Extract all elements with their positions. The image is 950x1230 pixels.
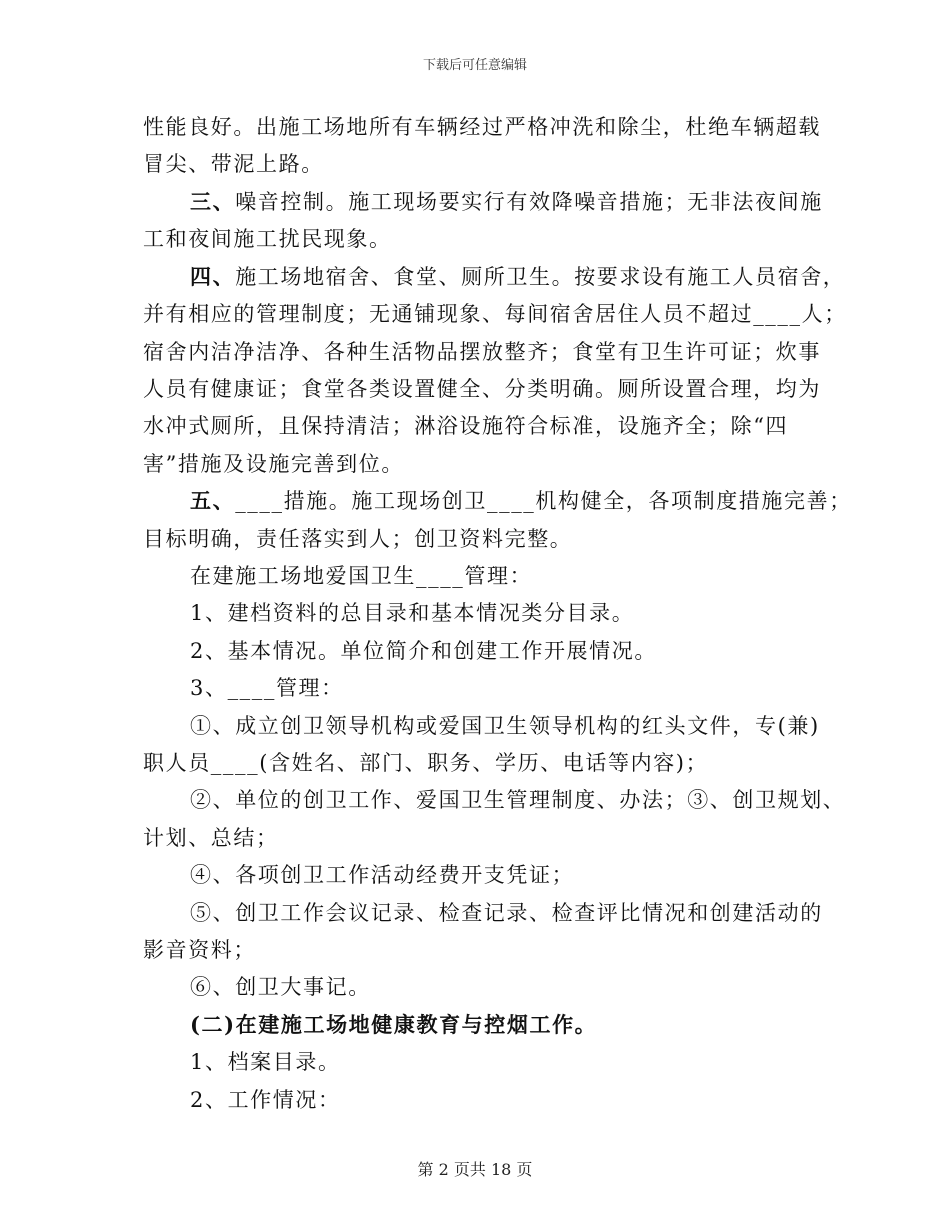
text-line: [143, 751, 708, 775]
text-line: [143, 302, 847, 326]
section-heading-3: [190, 190, 823, 214]
list-item: [190, 676, 344, 700]
list-item: [190, 601, 634, 625]
line-text: 计划、总结；: [143, 826, 279, 850]
list-number: ④、: [190, 863, 236, 887]
line-text: 并有相应的管理制度；无通铺现象、每间宿舍居住人员不超过____人；: [143, 302, 847, 326]
line-text: 施工场地宿舍、食堂、厕所卫生。按要求设有施工人员宿舍，: [235, 265, 846, 289]
text-line: [143, 115, 821, 139]
list-item: [190, 901, 823, 925]
line-text: ____措施。施工现场创卫____机构健全，各项制度措施完善；: [235, 489, 852, 513]
line-text: 工和夜间施工扰民现象。: [143, 227, 392, 251]
list-number: 1、: [190, 1050, 228, 1074]
section-heading-5: [190, 489, 852, 513]
section-number: 五、: [190, 488, 236, 513]
line-text: (二)在建施工场地健康教育与控烟工作。: [190, 1012, 598, 1037]
list-number: 1、: [190, 601, 228, 625]
list-number: ②、: [190, 788, 236, 812]
line-text: 宿舍内洁净洁净、各种生活物品摆放整齐；食堂有卫生许可证；炊事: [143, 340, 821, 364]
line-text: 水冲式厕所，且保持清洁；淋浴设施符合标准，设施齐全；除“四: [143, 414, 789, 438]
line-text: 职人员____(含姓名、部门、职务、学历、电话等内容)；: [143, 751, 709, 775]
line-text: 影音资料；: [143, 938, 256, 962]
page-header: 下载后可任意编辑: [422, 58, 527, 73]
line-text: ____管理：: [227, 676, 344, 700]
text-line: [190, 564, 532, 588]
section-number: 四、: [190, 264, 236, 289]
list-item: [190, 1050, 341, 1074]
list-item: [190, 863, 574, 887]
text-line: [143, 152, 324, 176]
line-text: 人员有健康证；食堂各类设置健全、分类明确。厕所设置合理，均为: [143, 377, 821, 401]
text-line: [143, 527, 572, 551]
list-item: [190, 639, 657, 663]
line-text: 各项创卫工作活动经费开支凭证；: [235, 863, 575, 887]
line-text: 在建施工场地爱国卫生____管理：: [190, 564, 533, 588]
text-line: [143, 377, 821, 401]
text-line: [143, 414, 788, 438]
line-text: 档案目录。: [227, 1050, 341, 1074]
list-number: 3、: [190, 676, 228, 700]
list-item: [190, 714, 820, 738]
line-text: 性能良好。出施工场地所有车辆经过严格冲洗和除尘，杜绝车辆超载: [143, 115, 821, 139]
text-line: [143, 826, 279, 850]
list-item: [190, 1088, 341, 1112]
line-text: 冒尖、带泥上路。: [143, 152, 324, 176]
subsection-heading: [190, 1013, 597, 1037]
line-text: 创卫大事记。: [235, 975, 371, 999]
text-line: [143, 938, 256, 962]
line-text: 成立创卫领导机构或爱国卫生领导机构的红头文件，专(兼): [235, 714, 820, 738]
section-number: 三、: [190, 189, 236, 214]
line-text: 基本情况。单位简介和创建工作开展情况。: [227, 639, 657, 663]
line-text: 害”措施及设施完善到位。: [143, 452, 404, 476]
list-number: 2、: [190, 639, 228, 663]
list-number: ①、: [190, 714, 236, 738]
list-item: [190, 975, 371, 999]
line-text: 建档资料的总目录和基本情况类分目录。: [227, 601, 635, 625]
list-number: ⑤、: [190, 901, 236, 925]
line-text: 单位的创卫工作、爱国卫生管理制度、办法；③、创卫规划、: [235, 788, 846, 812]
line-text: 目标明确，责任落实到人；创卫资料完整。: [143, 527, 573, 551]
list-item: [190, 788, 845, 812]
section-heading-4: [190, 265, 845, 289]
text-line: [143, 227, 392, 251]
line-text: 工作情况：: [227, 1088, 341, 1112]
text-line: [143, 452, 404, 476]
list-number: ⑥、: [190, 975, 236, 999]
line-text: 创卫工作会议记录、检查记录、检查评比情况和创建活动的: [235, 901, 823, 925]
list-number: 2、: [190, 1088, 228, 1112]
text-line: [143, 340, 821, 364]
line-text: 噪音控制。施工现场要实行有效降噪音措施；无非法夜间施: [235, 190, 823, 214]
page-footer: 第 2 页共 18 页: [417, 1160, 533, 1179]
